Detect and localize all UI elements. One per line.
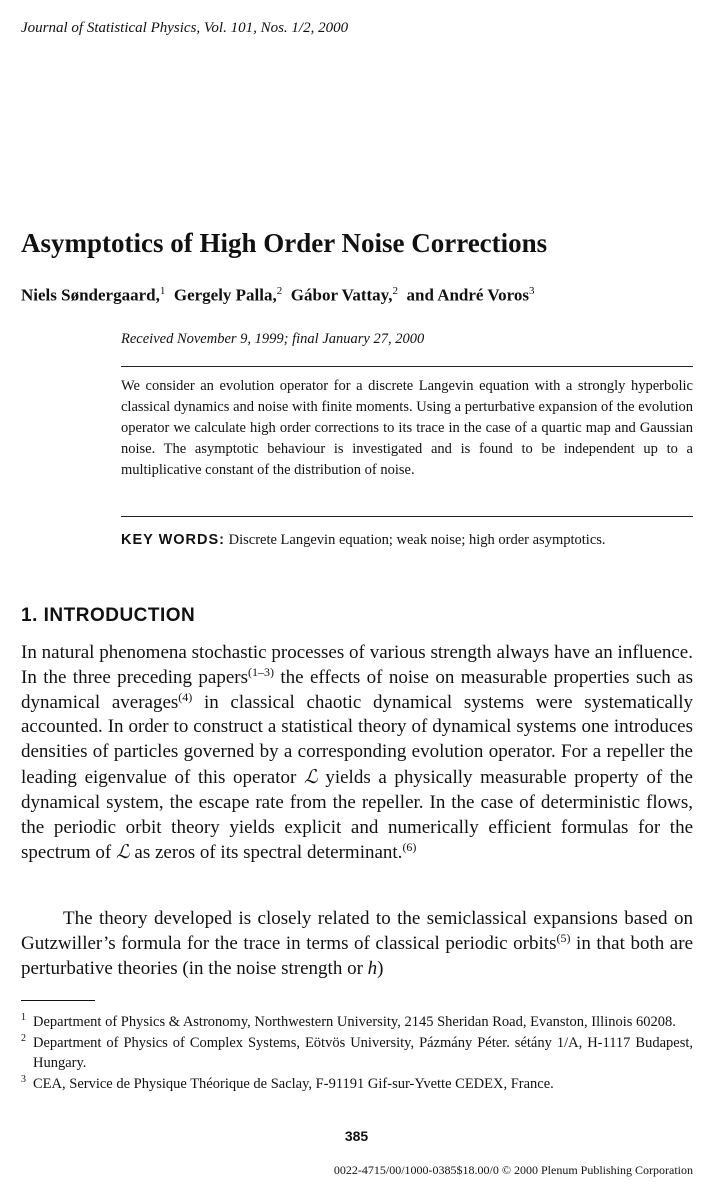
keywords <box>121 530 693 551</box>
footnote-3 <box>21 1074 693 1094</box>
paper-title: Asymptotics of High Order Noise Corrections <box>21 228 548 258</box>
operator-symbol: ℒ <box>304 765 318 788</box>
footnote-rule <box>21 1000 95 1001</box>
author-1: Niels Søndergaard, <box>21 285 160 305</box>
author-4: and André Voros <box>406 285 529 305</box>
author-list <box>21 285 535 306</box>
p1-text-5: as zeros of its spectral determinant. <box>129 842 403 864</box>
journal-citation: Journal of Statistical Physics, Vol. 101, Nos. 1/2, 2000 <box>21 20 349 36</box>
publisher-line: 0022-4715/00/1000-0385$18.00/0 © 2000 Plenum Publishing Corporation <box>333 1163 693 1177</box>
author-4-affiliation: 3 <box>529 285 535 297</box>
p1-text-4: yields a physically measurable property of the dynamical system, the escape rate from the repeller. In the case of deterministic flows, the periodic orbit theory yields explicit and numerically efficient formulas for the spectrum of <box>21 766 693 864</box>
citation-5: (5) <box>556 930 571 945</box>
p2-text-2: in that both are perturbative theories (in the noise strength or <box>21 932 693 979</box>
footnote-text: Department of Physics of Complex Systems, Eötvös University, Pázmány Péter. sétány 1/A, H-1117 Budapest, Hungary. <box>33 1035 693 1071</box>
section-heading: 1. INTRODUCTION <box>21 605 196 626</box>
keywords-label: KEY WORDS: <box>121 532 225 548</box>
footnote-number: 3 <box>21 1074 26 1085</box>
received-dates: Received November 9, 1999; final January 27, 2000 <box>121 331 425 347</box>
citation-6: (6) <box>402 840 417 855</box>
abstract-bottom-rule <box>121 516 693 517</box>
author-2: Gergely Palla, <box>173 285 277 305</box>
footnotes <box>21 1012 693 1095</box>
abstract-top-rule <box>121 366 693 367</box>
footnote-text: CEA, Service de Physique Théorique de Saclay, F-91191 Gif-sur-Yvette CEDEX, France. <box>33 1076 554 1092</box>
abstract: We consider an evolution operator for a discrete Langevin equation with a strongly hyperbolic classical dynamics and noise with finite moments. Using a perturbative expansion of the evolution operator we calculate high order corrections to its trace in the case of a quartic map and Gaussian noise. The asymptotic behaviour is investigated and is found to be independent up to a multiplicative constant of the distribution of noise. <box>121 378 693 478</box>
p1-text-3: in classical chaotic dynamical systems were systematically accounted. In order to construct a statistical theory of dynamical systems one introduces densities of particles governed by a corresponding evolution operator. For a repeller the leading eigenvalue of this operator <box>21 691 693 788</box>
p1-text-2: the effects of noise on measurable properties such as dynamical averages <box>21 666 693 713</box>
citation-1-3: (1–3) <box>248 664 275 679</box>
paragraph-1 <box>21 641 693 866</box>
footnote-text: Department of Physics & Astronomy, Northwestern University, 2145 Sheridan Road, Evanston, Illinois 60208. <box>33 1014 676 1030</box>
paragraph-2 <box>21 907 693 981</box>
p2-text-3: ) <box>377 957 384 979</box>
author-3: Gábor Vattay, <box>290 285 393 305</box>
citation-4: (4) <box>178 689 193 704</box>
author-2-affiliation: 2 <box>276 285 283 297</box>
p2-text-1: The theory developed is closely related to the semiclassical expansions based on Gutzwiller’s formula for the trace in terms of classical periodic orbits <box>21 908 693 954</box>
page-number: 385 <box>344 1128 369 1144</box>
footnote-number: 1 <box>21 1012 26 1023</box>
author-1-affiliation: 1 <box>159 285 166 297</box>
p1-text-1: In natural phenomena stochastic processes of various strength always have an influence. In the three preceding papers <box>21 642 693 688</box>
footnote-2 <box>21 1033 693 1073</box>
footnote-1 <box>21 1012 693 1032</box>
author-3-affiliation: 2 <box>392 285 398 297</box>
planck-symbol: h <box>367 957 378 979</box>
operator-symbol: ℒ <box>115 841 130 864</box>
footnote-number: 2 <box>21 1033 26 1044</box>
keywords-text: Discrete Langevin equation; weak noise; high order asymptotics. <box>228 532 606 548</box>
